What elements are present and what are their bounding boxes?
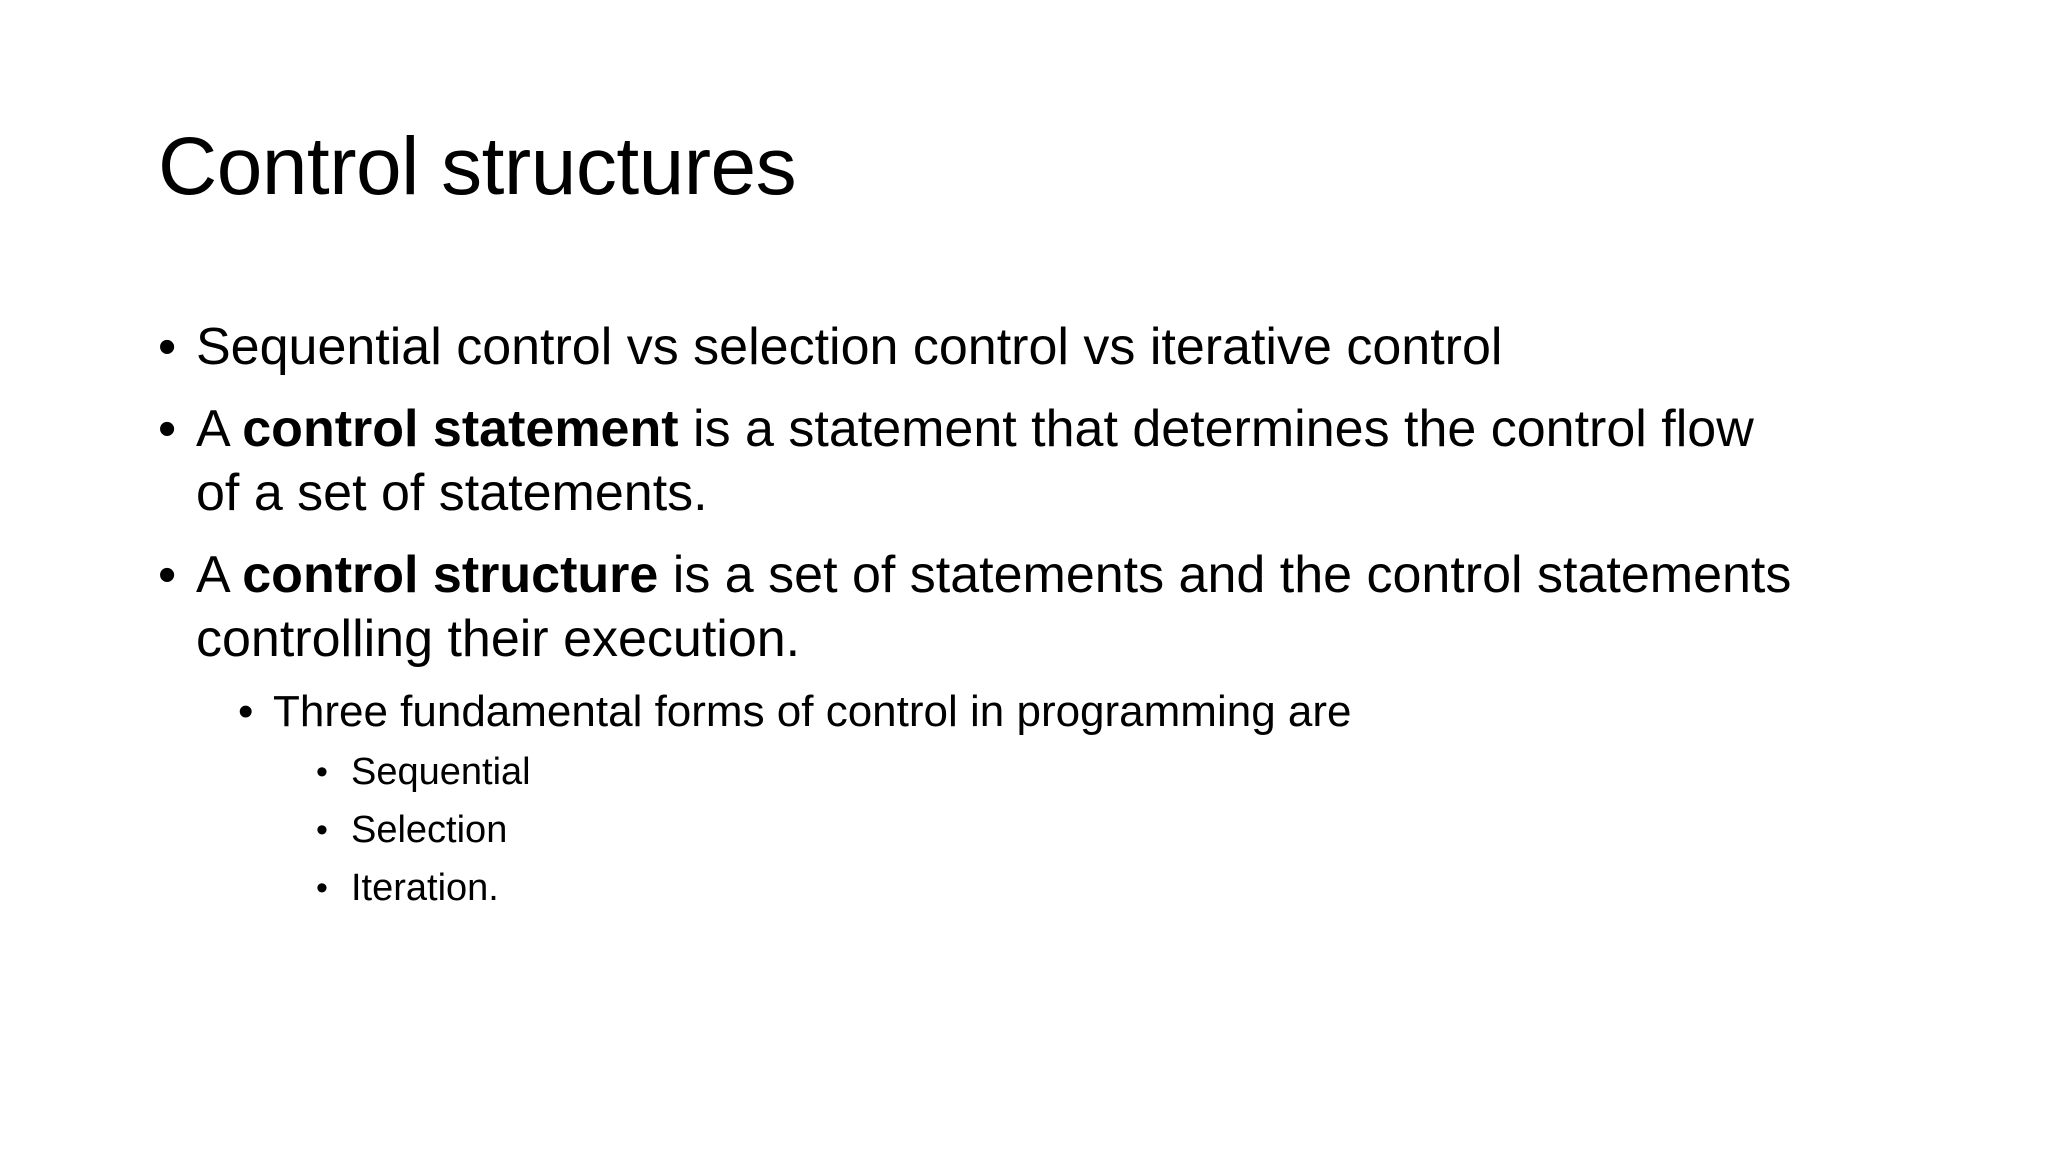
bullet-item: [158, 315, 1918, 379]
bullet-line: [196, 543, 1918, 607]
sub-bullet-item: [158, 683, 1918, 741]
sub-sub-bullet-text: Sequential: [351, 751, 531, 793]
bullet-item: [158, 543, 1918, 671]
bullet-prefix: A: [196, 400, 243, 458]
bullet-line: [196, 397, 1918, 461]
sub-sub-bullet-item: [158, 801, 1918, 859]
bullet-text: Sequential control vs selection control vs iterative control: [196, 318, 1503, 376]
bullet-item: [158, 397, 1918, 525]
bullet-icon: •: [316, 869, 328, 907]
bullet-text: is a set of statements and the control statements: [658, 546, 1792, 604]
sub-sub-bullet-text: Iteration.: [351, 867, 499, 909]
bullet-icon: •: [316, 811, 328, 849]
bullet-bold-term: control structure: [242, 546, 659, 604]
bullet-prefix: A: [196, 546, 243, 604]
sub-sub-bullet-text: Selection: [351, 809, 508, 851]
bullet-icon: •: [158, 400, 177, 458]
bullet-line-continuation: controlling their execution.: [196, 610, 801, 668]
bullet-bold-term: control statement: [242, 400, 679, 458]
bullet-text: is a statement that determines the control flow: [678, 400, 1754, 458]
bullet-icon: •: [238, 687, 254, 736]
bullet-line-continuation: of a set of statements.: [196, 464, 708, 522]
slide-body: [158, 315, 1918, 917]
bullet-icon: •: [158, 318, 177, 376]
bullet-icon: •: [316, 753, 328, 791]
sub-sub-bullet-item: [158, 743, 1918, 801]
sub-sub-bullet-item: [158, 859, 1918, 917]
bullet-icon: •: [158, 546, 177, 604]
sub-bullet-text: Three fundamental forms of control in programming are: [273, 687, 1352, 736]
slide-title: Control structures: [158, 121, 797, 212]
